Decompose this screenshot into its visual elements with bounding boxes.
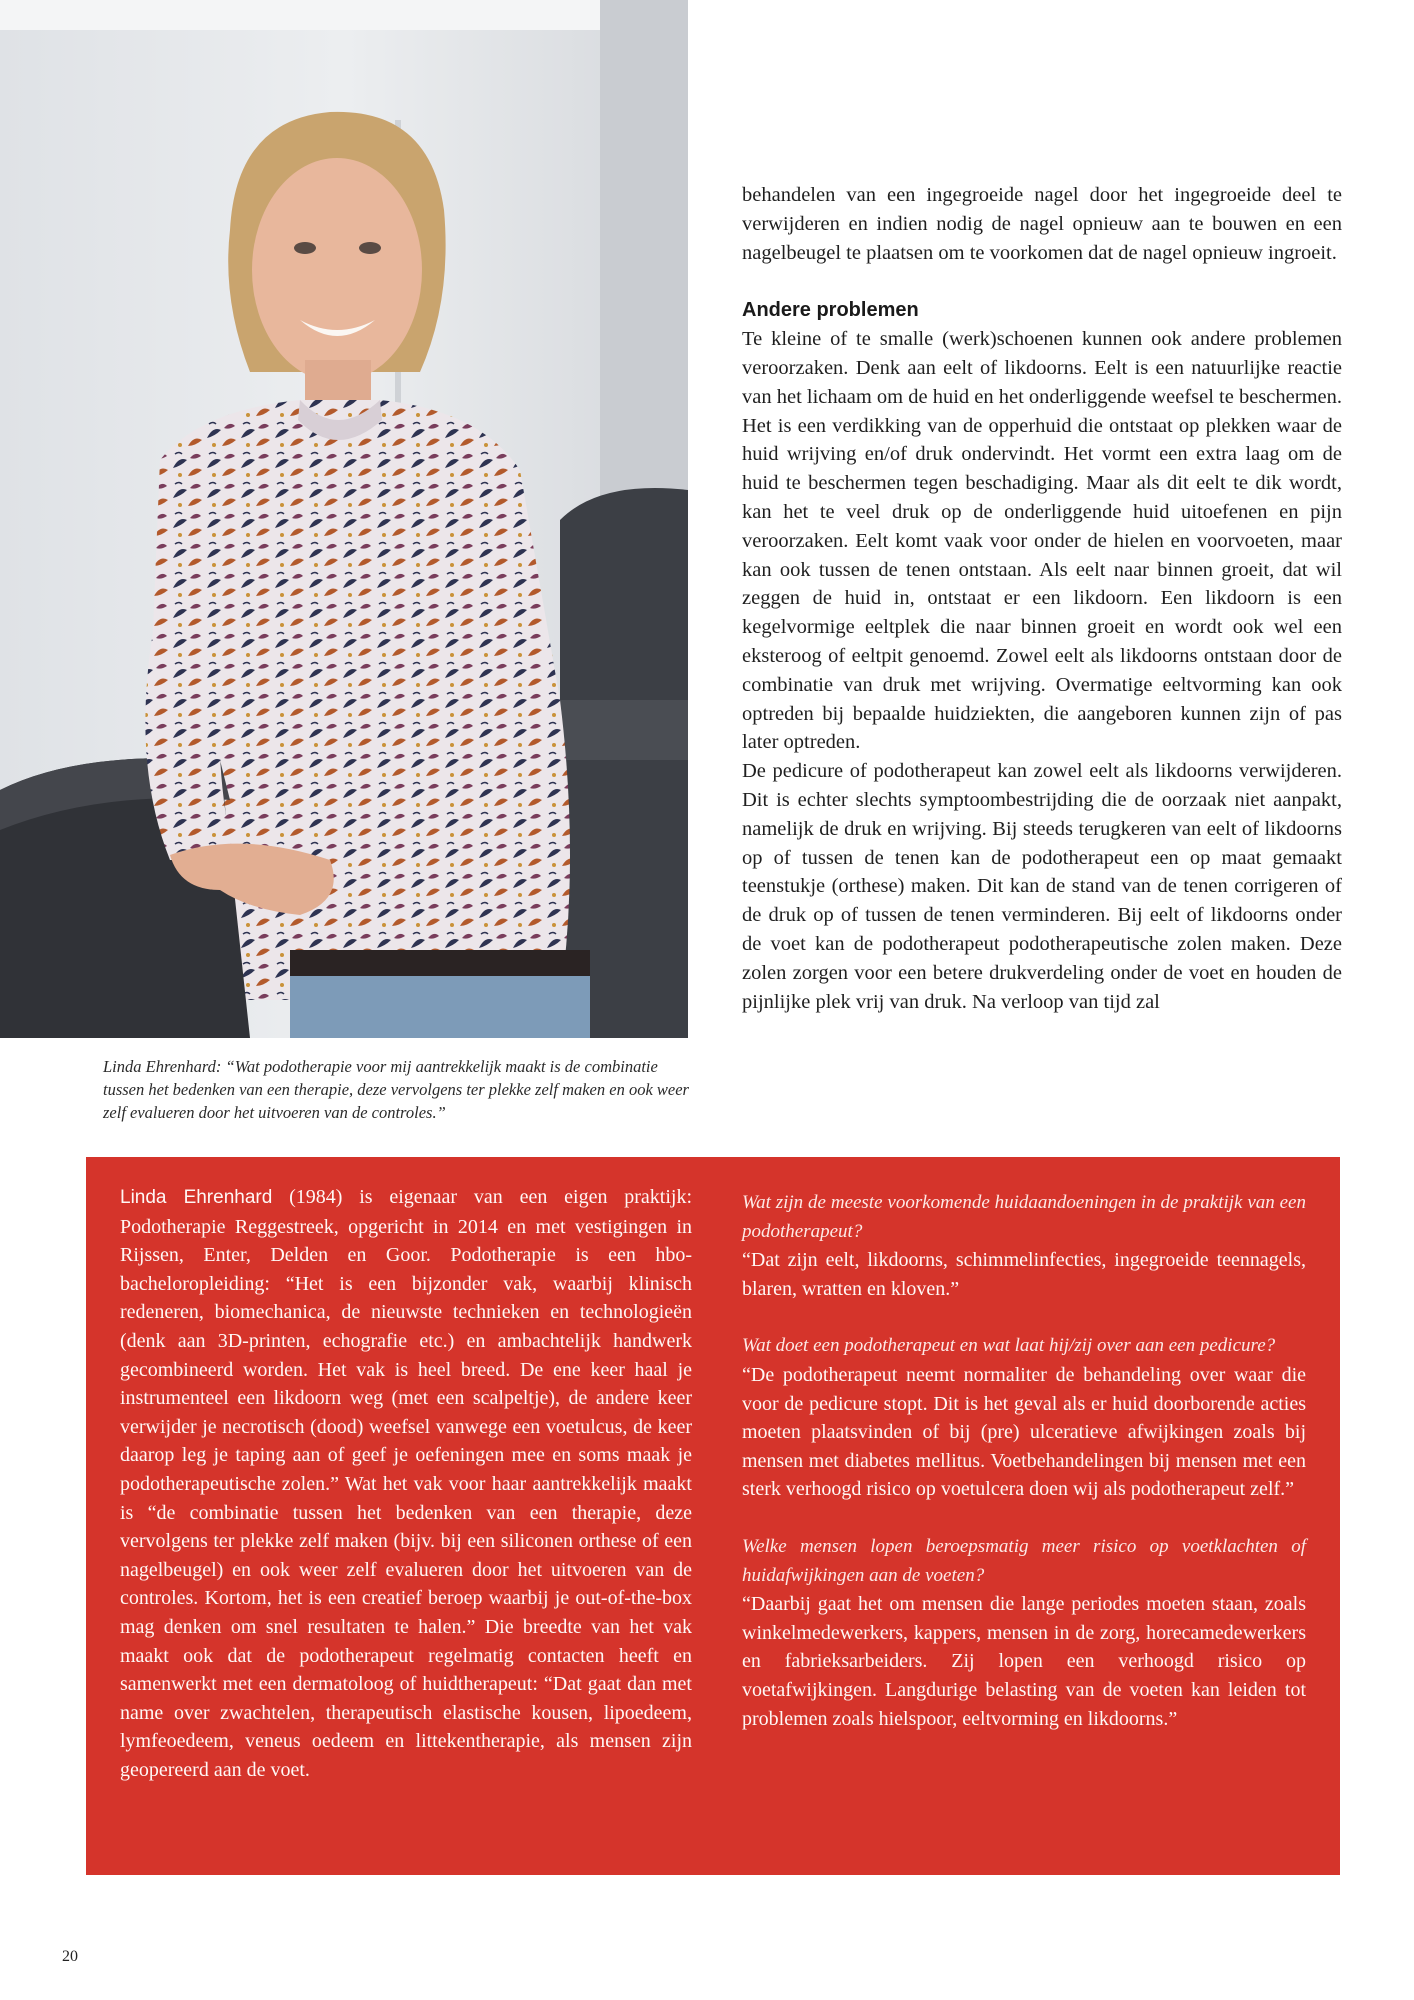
qa-section — [742, 1189, 1306, 1733]
profile-name: Linda Ehrenhard — [120, 1187, 273, 1208]
article-paragraph-1: Te kleine of te smalle (werk)schoenen kunnen ook andere problemen veroorzaken. Denk aan eelt of likdoorns. Eelt is een natuurlijke reactie van het lichaam om de huid en het onderliggende weefsel te beschermen. Het is een verdikking van de opperhuid die ontstaat op plekken waar de huid wrijving en/of druk ondervindt. Het vormt een extra laag om de huid te beschermen tegen beschadiging. Maar als dit eelt te dik wordt, kan het te veel druk op de onderliggende huid uitoefenen en pijn veroorzaken. Eelt komt vaak voor onder de hielen en voorvoeten, maar kan ook tussen de tenen ontstaan. Als eelt naar binnen groeit, dat wil zeggen de huid in, ontstaat er een likdoorn. Een likdoorn is een kegelvormige eeltplek die naar binnen groeit en wordt ook wel een eksteroog of eeltpit genoemd. Zowel eelt als likdoorns ontstaan door de combinatie van druk met wrijving. Overmatige eeltvorming kan ook optreden bij bepaalde huidziekten, die aangeboren kunnen zijn of pas later optreden. — [742, 328, 1342, 754]
photo-caption: Linda Ehrenhard: “Wat podotherapie voor mij aantrekkelijk maakt is de combinatie tussen het bedenken van een therapie, deze vervolgens ter plekke zelf maken en ook weer zelf evalueren door het uitvoeren van de controles.” — [103, 1057, 689, 1122]
article-column — [742, 181, 1342, 1016]
article-paragraph-2: De pedicure of podotherapeut kan zowel eelt als likdoorns verwijderen. Dit is echter slechts symptoombestrijding die de oorzaak niet aanpakt, namelijk de druk en wrijving. Bij steeds terugkeren van eelt of likdoorns op of tussen de tenen kan de podotherapeut een op maat gemaakt teenstukje (orthese) maken. Dit kan de stand van de tenen corrigeren of de druk op of tussen de tenen verminderen. Bij eelt of likdoorns onder de voet kan de podotherapeut podotherapeutische zolen maken. Deze zolen zorgen voor een betere drukverdeling onder de voet en houden de pijnlijke plek vrij van druk. Na verloop van tijd zal — [742, 760, 1342, 1013]
question-3: Welke mensen lopen beroepsmatig meer risico op voetklachten of huidafwijkingen aan de voeten? — [742, 1535, 1306, 1586]
answer-2: “De podotherapeut neemt normaliter de behandeling over waar die voor de pedicure stopt. Dit is het geval als er huid doorborende acties moeten plaatsvinden of bij (pre) ulceratieve afwijkingen zoals bij mensen met diabetes mellitus. Voetbehandelingen bij mensen met een sterk verhoogd risico op voetulcera doen wij als podotherapeut zelf.” — [742, 1363, 1306, 1501]
profile-bio-text: (1984) is eigenaar van een eigen praktijk: Podotherapie Reggestreek, opgericht in 2014 en met vestigingen in Rijssen, Enter, Delden en Goor. Podotherapie is een hbo-bacheloropleiding: “Het is een bijzonder vak, waarbij klinisch redeneren, biomechanica, de nieuwste technieken en technologieën (denk aan 3D-printen, echografie etc.) en ambachtelijk handwerk gecombineerd worden. Het vak is heel breed. De ene keer haal je instrumenteel een likdoorn weg (met een scalpeltje), de andere keer verwijder je necrotisch (dood) weefsel vanwege een voetulcus, de keer daarop leg je taping aan of geef je oefeningen mee en soms maak je podotherapeutische zolen.” Wat het vak voor haar aantrekkelijk maakt is “de combinatie tussen het bedenken van een therapie, deze vervolgens ter plekke zelf maken (bijv. bij een siliconen orthese of een nagelbeugel) en ook weer zelf evalueren door het uitvoeren van de controles. Kortom, het is een creatief beroep waarbij je out-of-the-box mag denken om snel resultaten te halen.” Die breedte van het vak maakt ook dat de podotherapeut regelmatig contacten heeft en samenwerkt met een dermatoloog of huidtherapeut: “Dat gaat dan met name over zwachtelen, therapeutisch elastische kousen, lipoedeem, lymfeoedeem, veneus oedeem en littekentherapie, als mensen zijn geopereerd aan de voet. — [120, 1186, 693, 1781]
article-intro-paragraph: behandelen van een ingegroeide nagel door het ingegroeide deel te verwijderen en indien nodig de nagel opnieuw aan te bouwen en een nagelbeugel te plaatsen om te voorkomen dat de nagel opnieuw ingroeit. — [742, 184, 1342, 264]
answer-3: “Daarbij gaat het om mensen die lange periodes moeten staan, zoals winkelmedewerkers, kappers, mensen in de zorg, horecamedewerkers en fabrieksarbeiders. Zij lopen een verhoogd risico op voetafwijkingen. Langdurige belasting van de voeten kan leiden tot problemen zoals hielspoor, eeltvorming en likdoorns.” — [742, 1593, 1306, 1730]
question-1: Wat zijn de meeste voorkomende huidaandoeningen in de praktijk van een podotherapeut? — [742, 1192, 1306, 1242]
page-number: 20 — [62, 1948, 78, 1965]
portrait-illustration — [0, 0, 688, 1038]
profile-box — [86, 1157, 1340, 1875]
section-heading: Andere problemen — [742, 299, 919, 322]
question-2: Wat doet een podotherapeut en wat laat hij/zij over aan een pedicure? — [742, 1335, 1276, 1357]
profile-bio — [120, 1183, 692, 1784]
answer-1: “Dat zijn eelt, likdoorns, schimmelinfecties, ingegroeide teennagels, blaren, wratten en kloven.” — [742, 1249, 1306, 1300]
portrait-photo — [0, 0, 688, 1038]
